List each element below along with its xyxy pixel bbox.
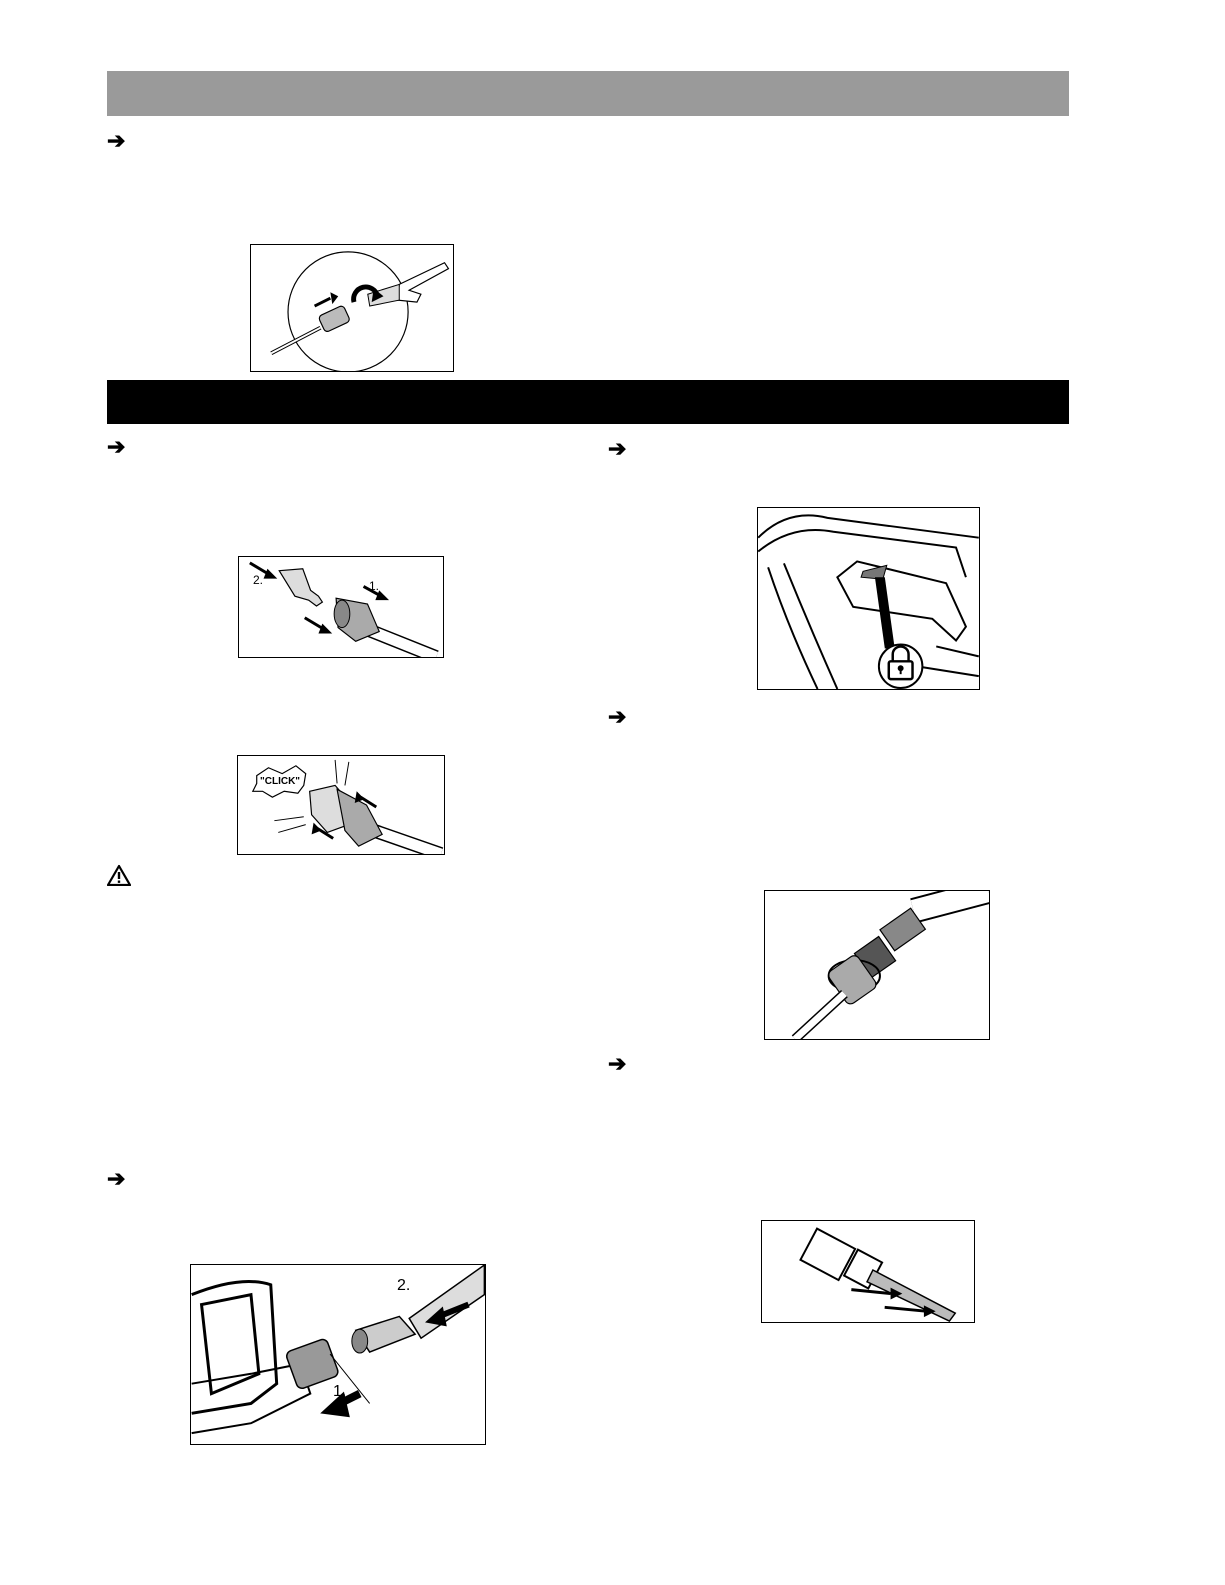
step-label-1: 1. — [369, 579, 380, 593]
section-header-bar — [107, 71, 1069, 116]
bullet-arrow-icon: ➔ — [608, 436, 627, 461]
step-label-2: 2. — [253, 573, 264, 587]
bullet-arrow-icon: ➔ — [608, 1051, 627, 1076]
section-header-bar-dark — [107, 380, 1069, 424]
bullet-arrow-icon: ➔ — [107, 1166, 126, 1191]
figure-quick-connect — [238, 556, 444, 658]
figure-hose-to-gun — [190, 1264, 486, 1445]
figure-hose-coupling — [764, 890, 990, 1040]
bullet-arrow-icon: ➔ — [107, 434, 126, 459]
padlock-icon — [879, 644, 923, 688]
figure-lance-connection — [250, 244, 454, 372]
figure-thread-tape — [761, 1220, 975, 1323]
figure-click-connect — [237, 755, 445, 855]
step-label-1: 1. — [333, 1383, 347, 1400]
step-label-2: 2. — [397, 1277, 411, 1294]
warning-icon — [107, 864, 131, 886]
bullet-arrow-icon: ➔ — [608, 704, 627, 729]
click-sound-label: "CLICK" — [260, 776, 301, 787]
figure-trigger-lock — [757, 507, 980, 690]
bullet-arrow-icon: ➔ — [107, 128, 126, 153]
